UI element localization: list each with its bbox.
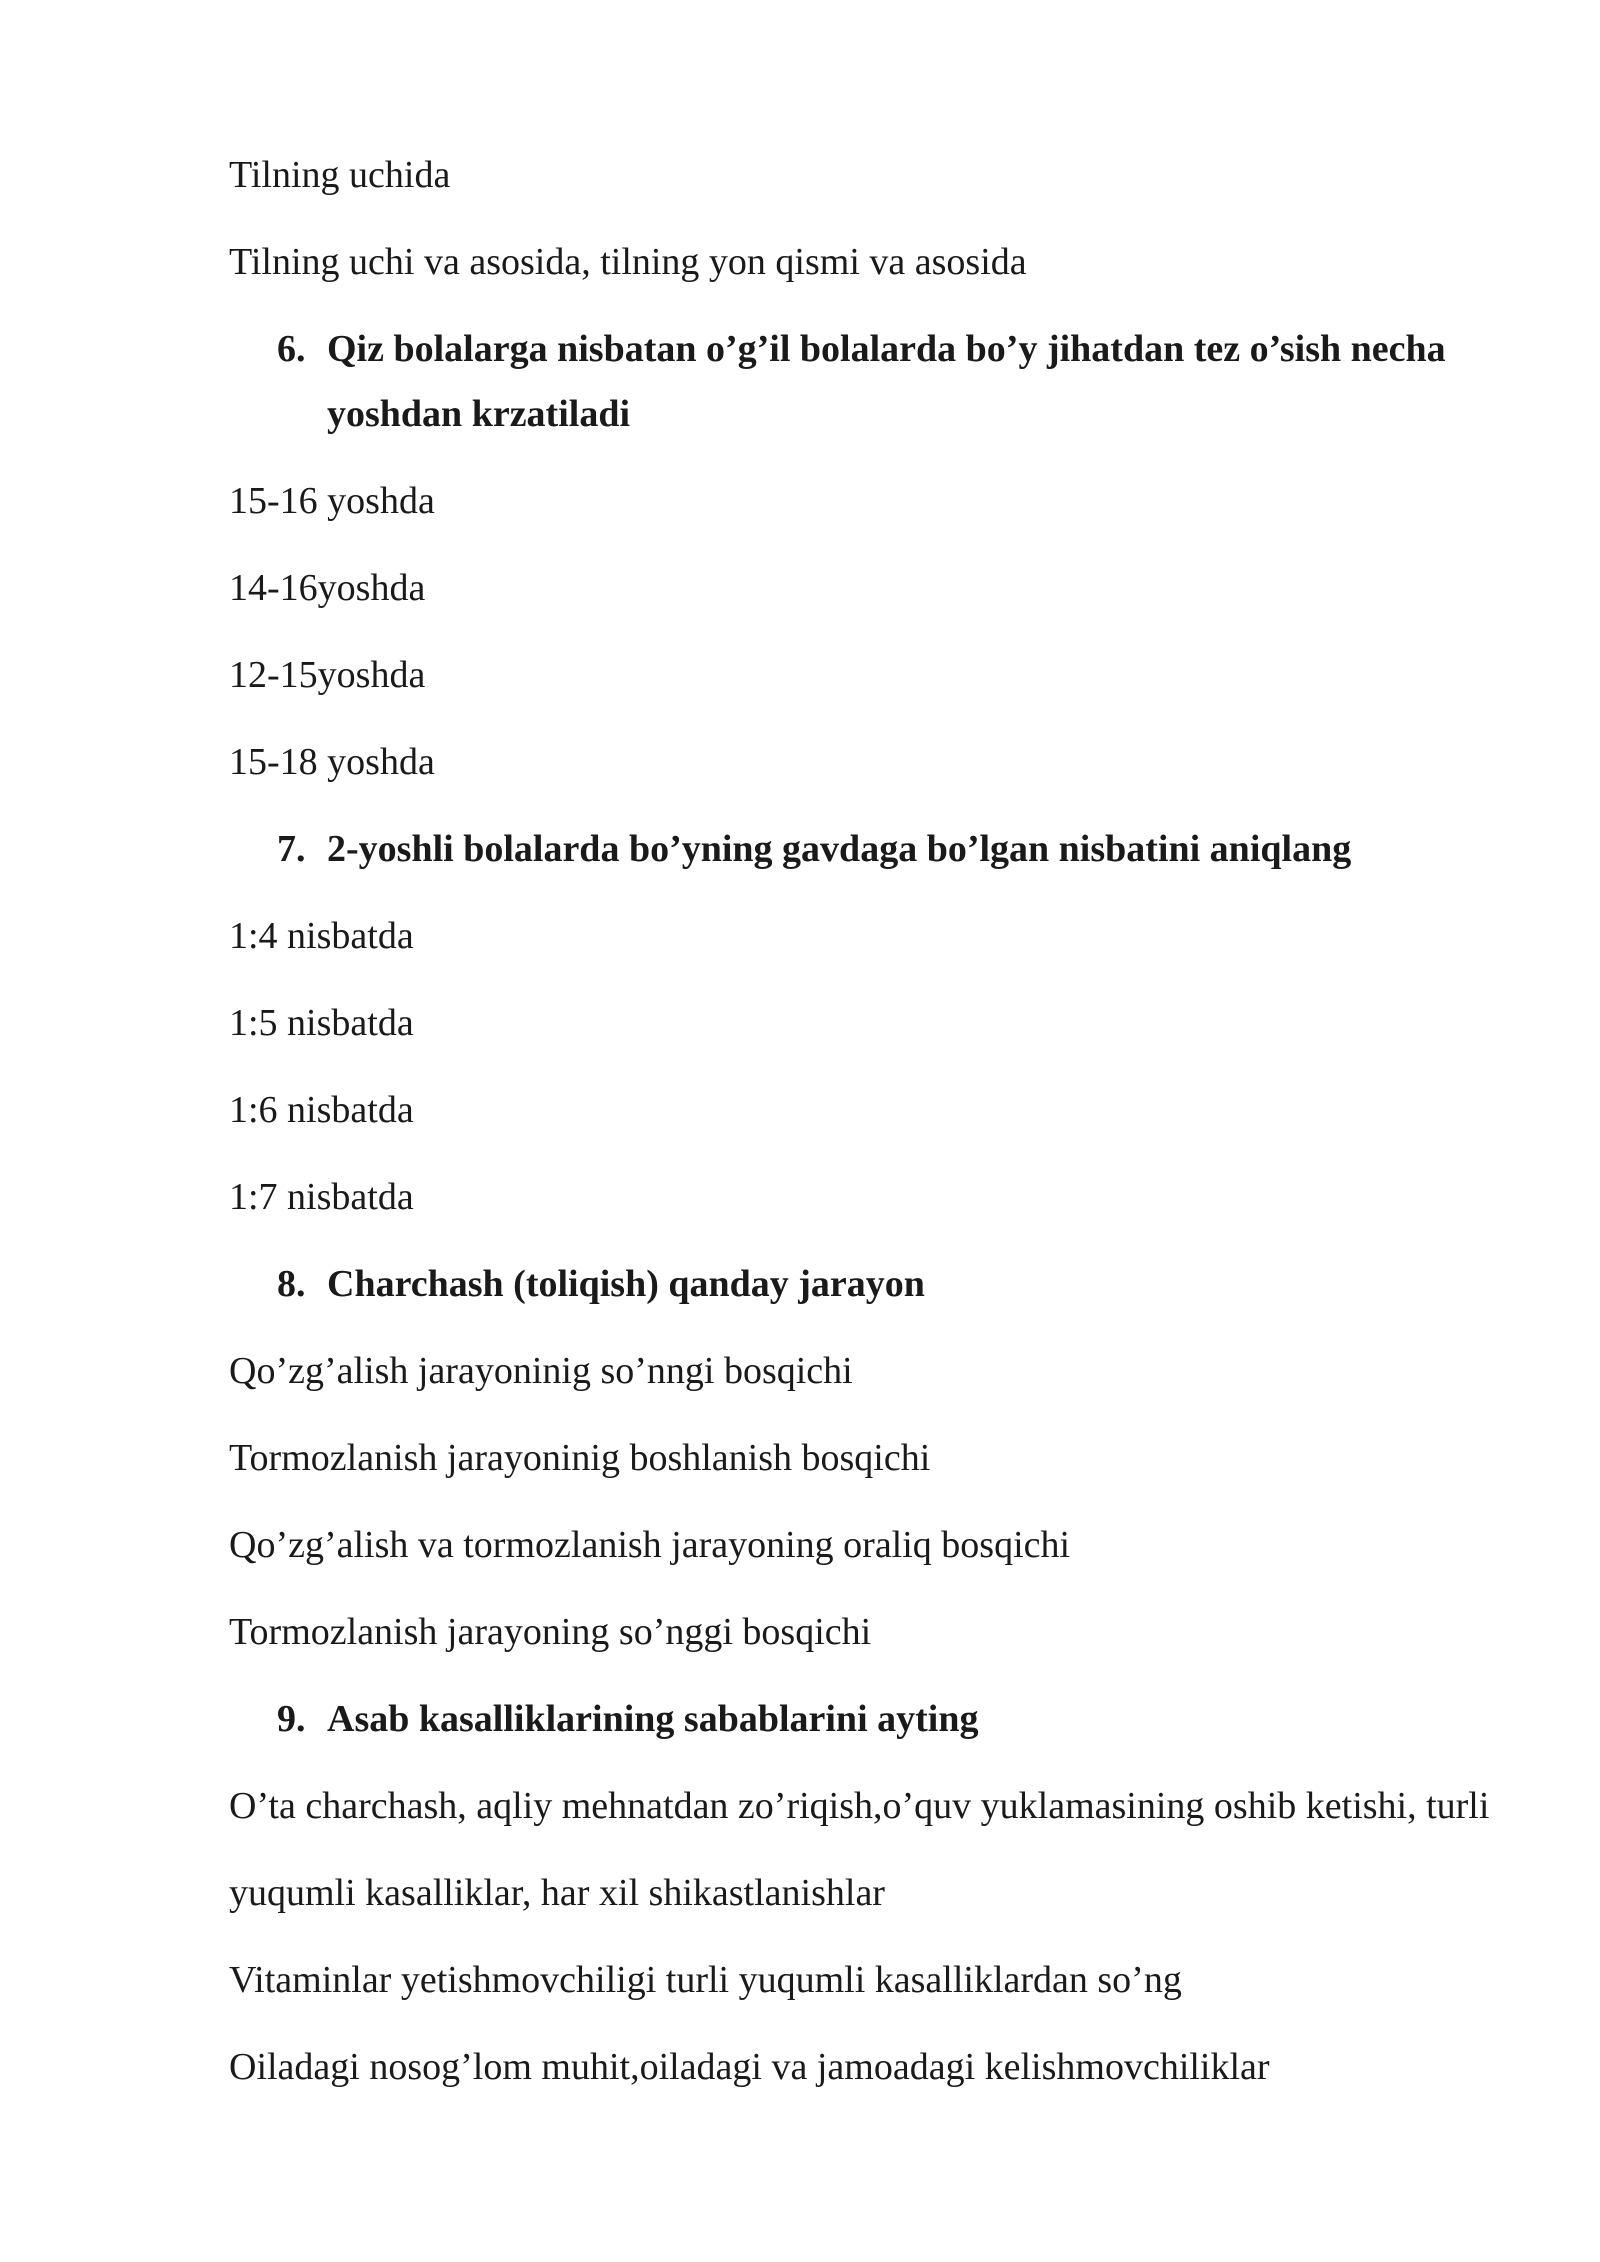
question-text: 2-yoshli bolalarda bo’yning gavdaga bo’lgan nisbatini aniqlang <box>327 828 1352 870</box>
question-text: Qiz bolalarga nisbatan o’g’il bolalarda bo’y jihatdan tez o’sish necha <box>327 328 1446 370</box>
answer-option: 1:4 nisbatda <box>229 915 414 957</box>
question-text: Charchash (toliqish) qanday jarayon <box>327 1263 925 1305</box>
answer-option: Vitaminlar yetishmovchiligi turli yuqumli kasalliklardan so’ng <box>229 1959 1182 2001</box>
answer-option: Qo’zg’alish jarayoninig so’nngi bosqichi <box>229 1350 853 1392</box>
question-7 <box>277 825 1351 873</box>
answer-option: 12-15yoshda <box>229 654 426 696</box>
answer-option: 1:7 nisbatda <box>229 1176 414 1218</box>
question-number: 9. <box>277 1698 306 1740</box>
answer-option: 15-16 yoshda <box>229 480 435 522</box>
question-text: Asab kasalliklarining sabablarini ayting <box>327 1698 979 1740</box>
question-8 <box>277 1260 925 1308</box>
question-number: 8. <box>277 1263 306 1305</box>
answer-option: 1:5 nisbatda <box>229 1002 414 1044</box>
answer-option: 14-16yoshda <box>229 567 426 609</box>
question-number: 6. <box>277 328 306 370</box>
answer-option: O’ta charchash, aqliy mehnatdan zo’riqish,o’quv yuklamasining oshib ketishi, turli <box>229 1785 1490 1827</box>
answer-line: Tilning uchi va asosida, tilning yon qismi va asosida <box>229 241 1027 283</box>
answer-option: Oiladagi nosog’lom muhit,oiladagi va jamoadagi kelishmovchiliklar <box>229 2046 1270 2088</box>
answer-line: Tilning uchida <box>229 154 451 196</box>
question-6-continuation: yoshdan krzatiladi <box>327 393 631 435</box>
answer-option: Tormozlanish jarayoninig boshlanish bosqichi <box>229 1437 931 1479</box>
question-number: 7. <box>277 828 306 870</box>
answer-option: Qo’zg’alish va tormozlanish jarayoning oraliq bosqichi <box>229 1524 1071 1566</box>
question-6 <box>277 325 1446 373</box>
answer-option: 1:6 nisbatda <box>229 1089 414 1131</box>
question-9 <box>277 1695 978 1743</box>
answer-option-continuation: yuqumli kasalliklar, har xil shikastlanishlar <box>229 1872 885 1914</box>
answer-option: Tormozlanish jarayoning so’nggi bosqichi <box>229 1611 872 1653</box>
answer-option: 15-18 yoshda <box>229 741 435 783</box>
